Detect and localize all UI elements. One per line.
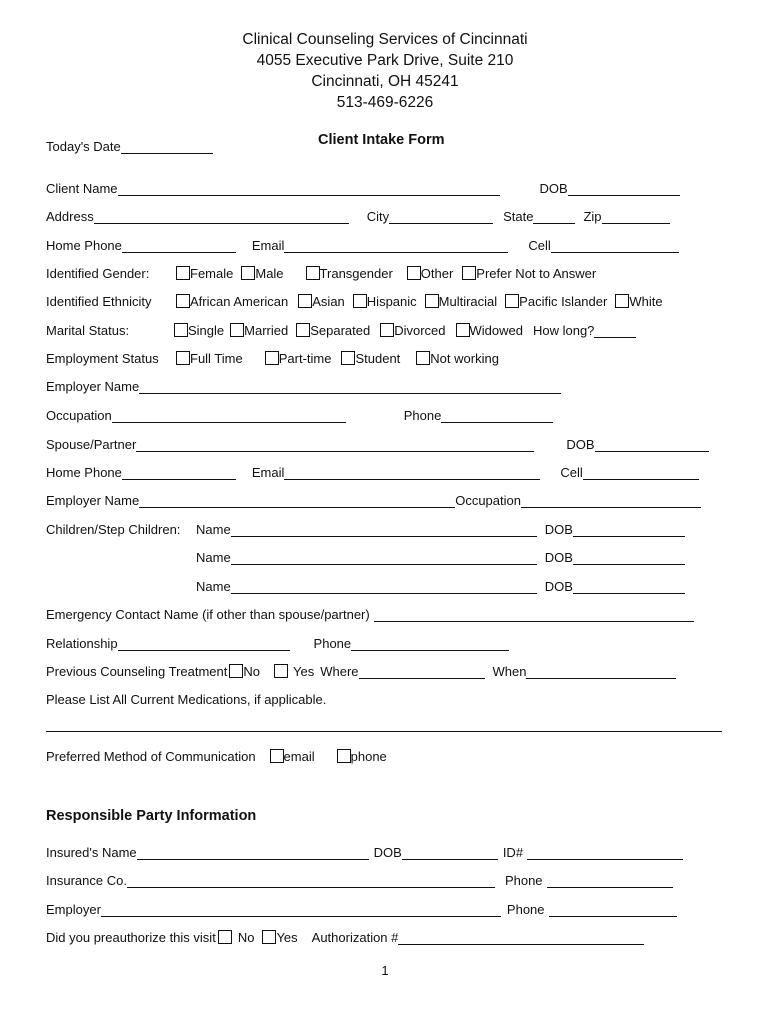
when-field[interactable] xyxy=(526,664,676,679)
home-phone-label: Home Phone xyxy=(46,238,122,253)
previous-counseling-label: Previous Counseling Treatment xyxy=(46,664,228,679)
org-name: Clinical Counseling Services of Cincinnati xyxy=(242,31,528,48)
option-label: Multiracial xyxy=(438,294,498,309)
cell-label: Cell xyxy=(528,238,551,253)
child-dob-label: DOB xyxy=(544,579,573,594)
occupation-field[interactable] xyxy=(112,408,346,423)
communication-row xyxy=(46,742,730,764)
org-address-line2: Cincinnati, OH 45241 xyxy=(311,73,459,90)
child-dob-label: DOB xyxy=(544,550,573,565)
employment-part-time-checkbox[interactable] xyxy=(265,351,279,365)
employer-name-label: Employer Name xyxy=(46,379,140,394)
employment-row xyxy=(46,344,730,366)
occupation-row xyxy=(46,401,730,423)
spouse-cell-label: Cell xyxy=(560,465,583,480)
insurance-row xyxy=(46,866,730,888)
child-dob-field[interactable] xyxy=(573,550,685,565)
ethnicity-label: Identified Ethnicity xyxy=(46,294,152,309)
insured-dob-field[interactable] xyxy=(402,845,498,860)
spouse-field[interactable] xyxy=(136,437,534,452)
relationship-phone-label: Phone xyxy=(313,636,352,651)
insured-row xyxy=(46,838,730,860)
insured-name-label: Insured's Name xyxy=(46,845,137,860)
option-label: Female xyxy=(190,266,234,281)
spouse-label: Spouse/Partner xyxy=(46,437,137,452)
preauth-row xyxy=(46,923,730,945)
client-name-field[interactable] xyxy=(118,181,500,196)
medications-row xyxy=(46,685,730,707)
child-name-label: Name xyxy=(196,579,231,594)
child-row xyxy=(46,515,730,537)
gender-other-checkbox[interactable] xyxy=(407,266,421,280)
how-long-label: How long? xyxy=(532,323,595,338)
gender-label: Identified Gender: xyxy=(46,266,150,281)
gender-male-checkbox[interactable] xyxy=(241,266,255,280)
address-field[interactable] xyxy=(94,209,349,224)
communication-phone-checkbox[interactable] xyxy=(337,749,351,763)
emergency-field[interactable] xyxy=(374,607,694,622)
insured-employer-field[interactable] xyxy=(101,902,501,917)
ethnicity-white-checkbox[interactable] xyxy=(615,294,629,308)
phone-field[interactable] xyxy=(441,408,553,423)
client-name-label: Client Name xyxy=(46,181,118,196)
ethnicity-multiracial-checkbox[interactable] xyxy=(425,294,439,308)
occupation-label: Occupation xyxy=(46,408,112,423)
marital-single-checkbox[interactable] xyxy=(174,323,188,337)
insurance-phone-field[interactable] xyxy=(547,873,673,888)
option-label: Single xyxy=(188,323,225,338)
state-field[interactable] xyxy=(533,209,575,224)
option-label: email xyxy=(283,749,315,764)
emergency-label: Emergency Contact Name (if other than spouse/partner) xyxy=(46,607,370,622)
previous-yes-checkbox[interactable] xyxy=(274,664,288,678)
option-label: Other xyxy=(420,266,454,281)
insurance-phone-label: Phone xyxy=(504,873,543,888)
employment-not-working-checkbox[interactable] xyxy=(416,351,430,365)
dob-field[interactable] xyxy=(568,181,680,196)
gender-prefer-not-checkbox[interactable] xyxy=(462,266,476,280)
insurance-co-field[interactable] xyxy=(127,873,495,888)
when-label: When xyxy=(492,664,527,679)
child-name-field[interactable] xyxy=(231,579,537,594)
child-name-field[interactable] xyxy=(231,550,537,565)
previous-no-checkbox[interactable] xyxy=(229,664,243,678)
how-long-field[interactable] xyxy=(594,323,636,338)
city-label: City xyxy=(366,209,390,224)
medications-label: Please List All Current Medications, if applicable. xyxy=(46,692,327,707)
option-label: phone xyxy=(350,749,387,764)
spouse-contact-row xyxy=(46,458,730,480)
gender-female-checkbox[interactable] xyxy=(176,266,190,280)
marital-widowed-checkbox[interactable] xyxy=(456,323,470,337)
option-label: Yes xyxy=(293,664,315,679)
child-name-field[interactable] xyxy=(231,522,537,537)
form-title: Client Intake Form xyxy=(318,132,445,148)
email-field[interactable] xyxy=(284,238,508,253)
where-field[interactable] xyxy=(359,664,485,679)
ethnicity-african-american-checkbox[interactable] xyxy=(176,294,190,308)
marital-married-checkbox[interactable] xyxy=(230,323,244,337)
option-label: No xyxy=(243,664,260,679)
home-phone-field[interactable] xyxy=(122,238,236,253)
org-address-line1: 4055 Executive Park Drive, Suite 210 xyxy=(256,52,514,69)
address-row xyxy=(46,202,730,224)
insured-employer-label: Employer xyxy=(46,902,101,917)
phone-label: Phone xyxy=(403,408,442,423)
previous-counseling-row xyxy=(46,657,730,679)
spouse-home-phone-field[interactable] xyxy=(122,465,236,480)
option-label: Part-time xyxy=(278,351,332,366)
employer-name-field[interactable] xyxy=(139,379,561,394)
ethnicity-row xyxy=(46,287,730,309)
option-label: Prefer Not to Answer xyxy=(476,266,597,281)
preauth-no-checkbox[interactable] xyxy=(218,930,232,944)
authorization-field[interactable] xyxy=(398,930,644,945)
insured-name-field[interactable] xyxy=(137,845,369,860)
insured-employer-row xyxy=(46,895,730,917)
client-name-row xyxy=(46,174,730,196)
spouse-row xyxy=(46,430,730,452)
insured-id-label: ID# xyxy=(502,845,524,860)
option-label: Student xyxy=(355,351,401,366)
insured-dob-label: DOB xyxy=(373,845,402,860)
employment-label: Employment Status xyxy=(46,351,159,366)
option-label: Divorced xyxy=(394,323,446,338)
relationship-label: Relationship xyxy=(46,636,118,651)
option-label: Male xyxy=(255,266,284,281)
spouse-employer-field[interactable] xyxy=(139,493,455,508)
where-label: Where xyxy=(320,664,359,679)
authorization-label: Authorization # xyxy=(311,930,399,945)
spouse-dob-field[interactable] xyxy=(595,437,709,452)
page-number: 1 xyxy=(381,963,389,978)
child-dob-field[interactable] xyxy=(573,579,685,594)
insured-id-field[interactable] xyxy=(527,845,683,860)
org-phone: 513-469-6226 xyxy=(336,94,434,111)
option-label: Hispanic xyxy=(366,294,417,309)
option-label: African American xyxy=(190,294,289,309)
child-dob-label: DOB xyxy=(544,522,573,537)
marital-row xyxy=(46,316,730,338)
spouse-occupation-field[interactable] xyxy=(521,493,701,508)
spouse-home-phone-label: Home Phone xyxy=(46,465,122,480)
preauth-yes-checkbox[interactable] xyxy=(262,930,276,944)
child-row xyxy=(46,543,730,565)
option-label: Not working xyxy=(430,351,499,366)
employer-row xyxy=(46,372,730,394)
insured-employer-phone-field[interactable] xyxy=(549,902,677,917)
spouse-occupation-label: Occupation xyxy=(455,493,521,508)
email-label: Email xyxy=(251,238,285,253)
option-label: No xyxy=(237,930,255,945)
zip-field[interactable] xyxy=(602,209,670,224)
relationship-row xyxy=(46,629,730,651)
option-label: Asian xyxy=(312,294,345,309)
relationship-field[interactable] xyxy=(118,636,290,651)
spouse-cell-field[interactable] xyxy=(583,465,699,480)
address-label: Address xyxy=(46,209,94,224)
emergency-row xyxy=(46,600,730,622)
child-name-label: Name xyxy=(196,550,231,565)
relationship-phone-field[interactable] xyxy=(351,636,509,651)
marital-divorced-checkbox[interactable] xyxy=(380,323,394,337)
option-label: Widowed xyxy=(469,323,523,338)
marital-separated-checkbox[interactable] xyxy=(296,323,310,337)
option-label: Married xyxy=(244,323,289,338)
zip-label: Zip xyxy=(583,209,602,224)
todays-date-field[interactable] xyxy=(121,139,213,154)
responsible-party-heading: Responsible Party Information xyxy=(46,808,257,824)
city-field[interactable] xyxy=(389,209,493,224)
employment-student-checkbox[interactable] xyxy=(341,351,355,365)
ethnicity-pacific-islander-checkbox[interactable] xyxy=(505,294,519,308)
employment-full-time-checkbox[interactable] xyxy=(176,351,190,365)
gender-transgender-checkbox[interactable] xyxy=(306,266,320,280)
child-row xyxy=(46,572,730,594)
medications-field[interactable] xyxy=(46,731,722,732)
preauth-label: Did you preauthorize this visit xyxy=(46,930,216,945)
communication-email-checkbox[interactable] xyxy=(270,749,284,763)
children-label: Children/Step Children: xyxy=(46,522,181,537)
spouse-employer-row xyxy=(46,486,730,508)
option-label: Separated xyxy=(310,323,371,338)
insured-employer-phone-label: Phone xyxy=(506,902,545,917)
option-label: Pacific Islander xyxy=(519,294,608,309)
spouse-email-field[interactable] xyxy=(284,465,540,480)
child-name-label: Name xyxy=(196,522,231,537)
option-label: Transgender xyxy=(319,266,393,281)
spouse-employer-label: Employer Name xyxy=(46,493,140,508)
ethnicity-asian-checkbox[interactable] xyxy=(298,294,312,308)
child-dob-field[interactable] xyxy=(573,522,685,537)
option-label: White xyxy=(629,294,663,309)
gender-row xyxy=(46,259,730,281)
spouse-email-label: Email xyxy=(251,465,285,480)
option-label: Full Time xyxy=(190,351,243,366)
todays-date-label: Today's Date xyxy=(46,139,121,154)
spouse-dob-label: DOB xyxy=(566,437,595,452)
ethnicity-hispanic-checkbox[interactable] xyxy=(353,294,367,308)
contact-row xyxy=(46,231,730,253)
communication-label: Preferred Method of Communication xyxy=(46,749,256,764)
dob-label: DOB xyxy=(539,181,568,196)
insurance-co-label: Insurance Co. xyxy=(46,873,127,888)
cell-field[interactable] xyxy=(551,238,679,253)
marital-label: Marital Status: xyxy=(46,323,130,338)
option-label: Yes xyxy=(276,930,298,945)
state-label: State xyxy=(503,209,534,224)
